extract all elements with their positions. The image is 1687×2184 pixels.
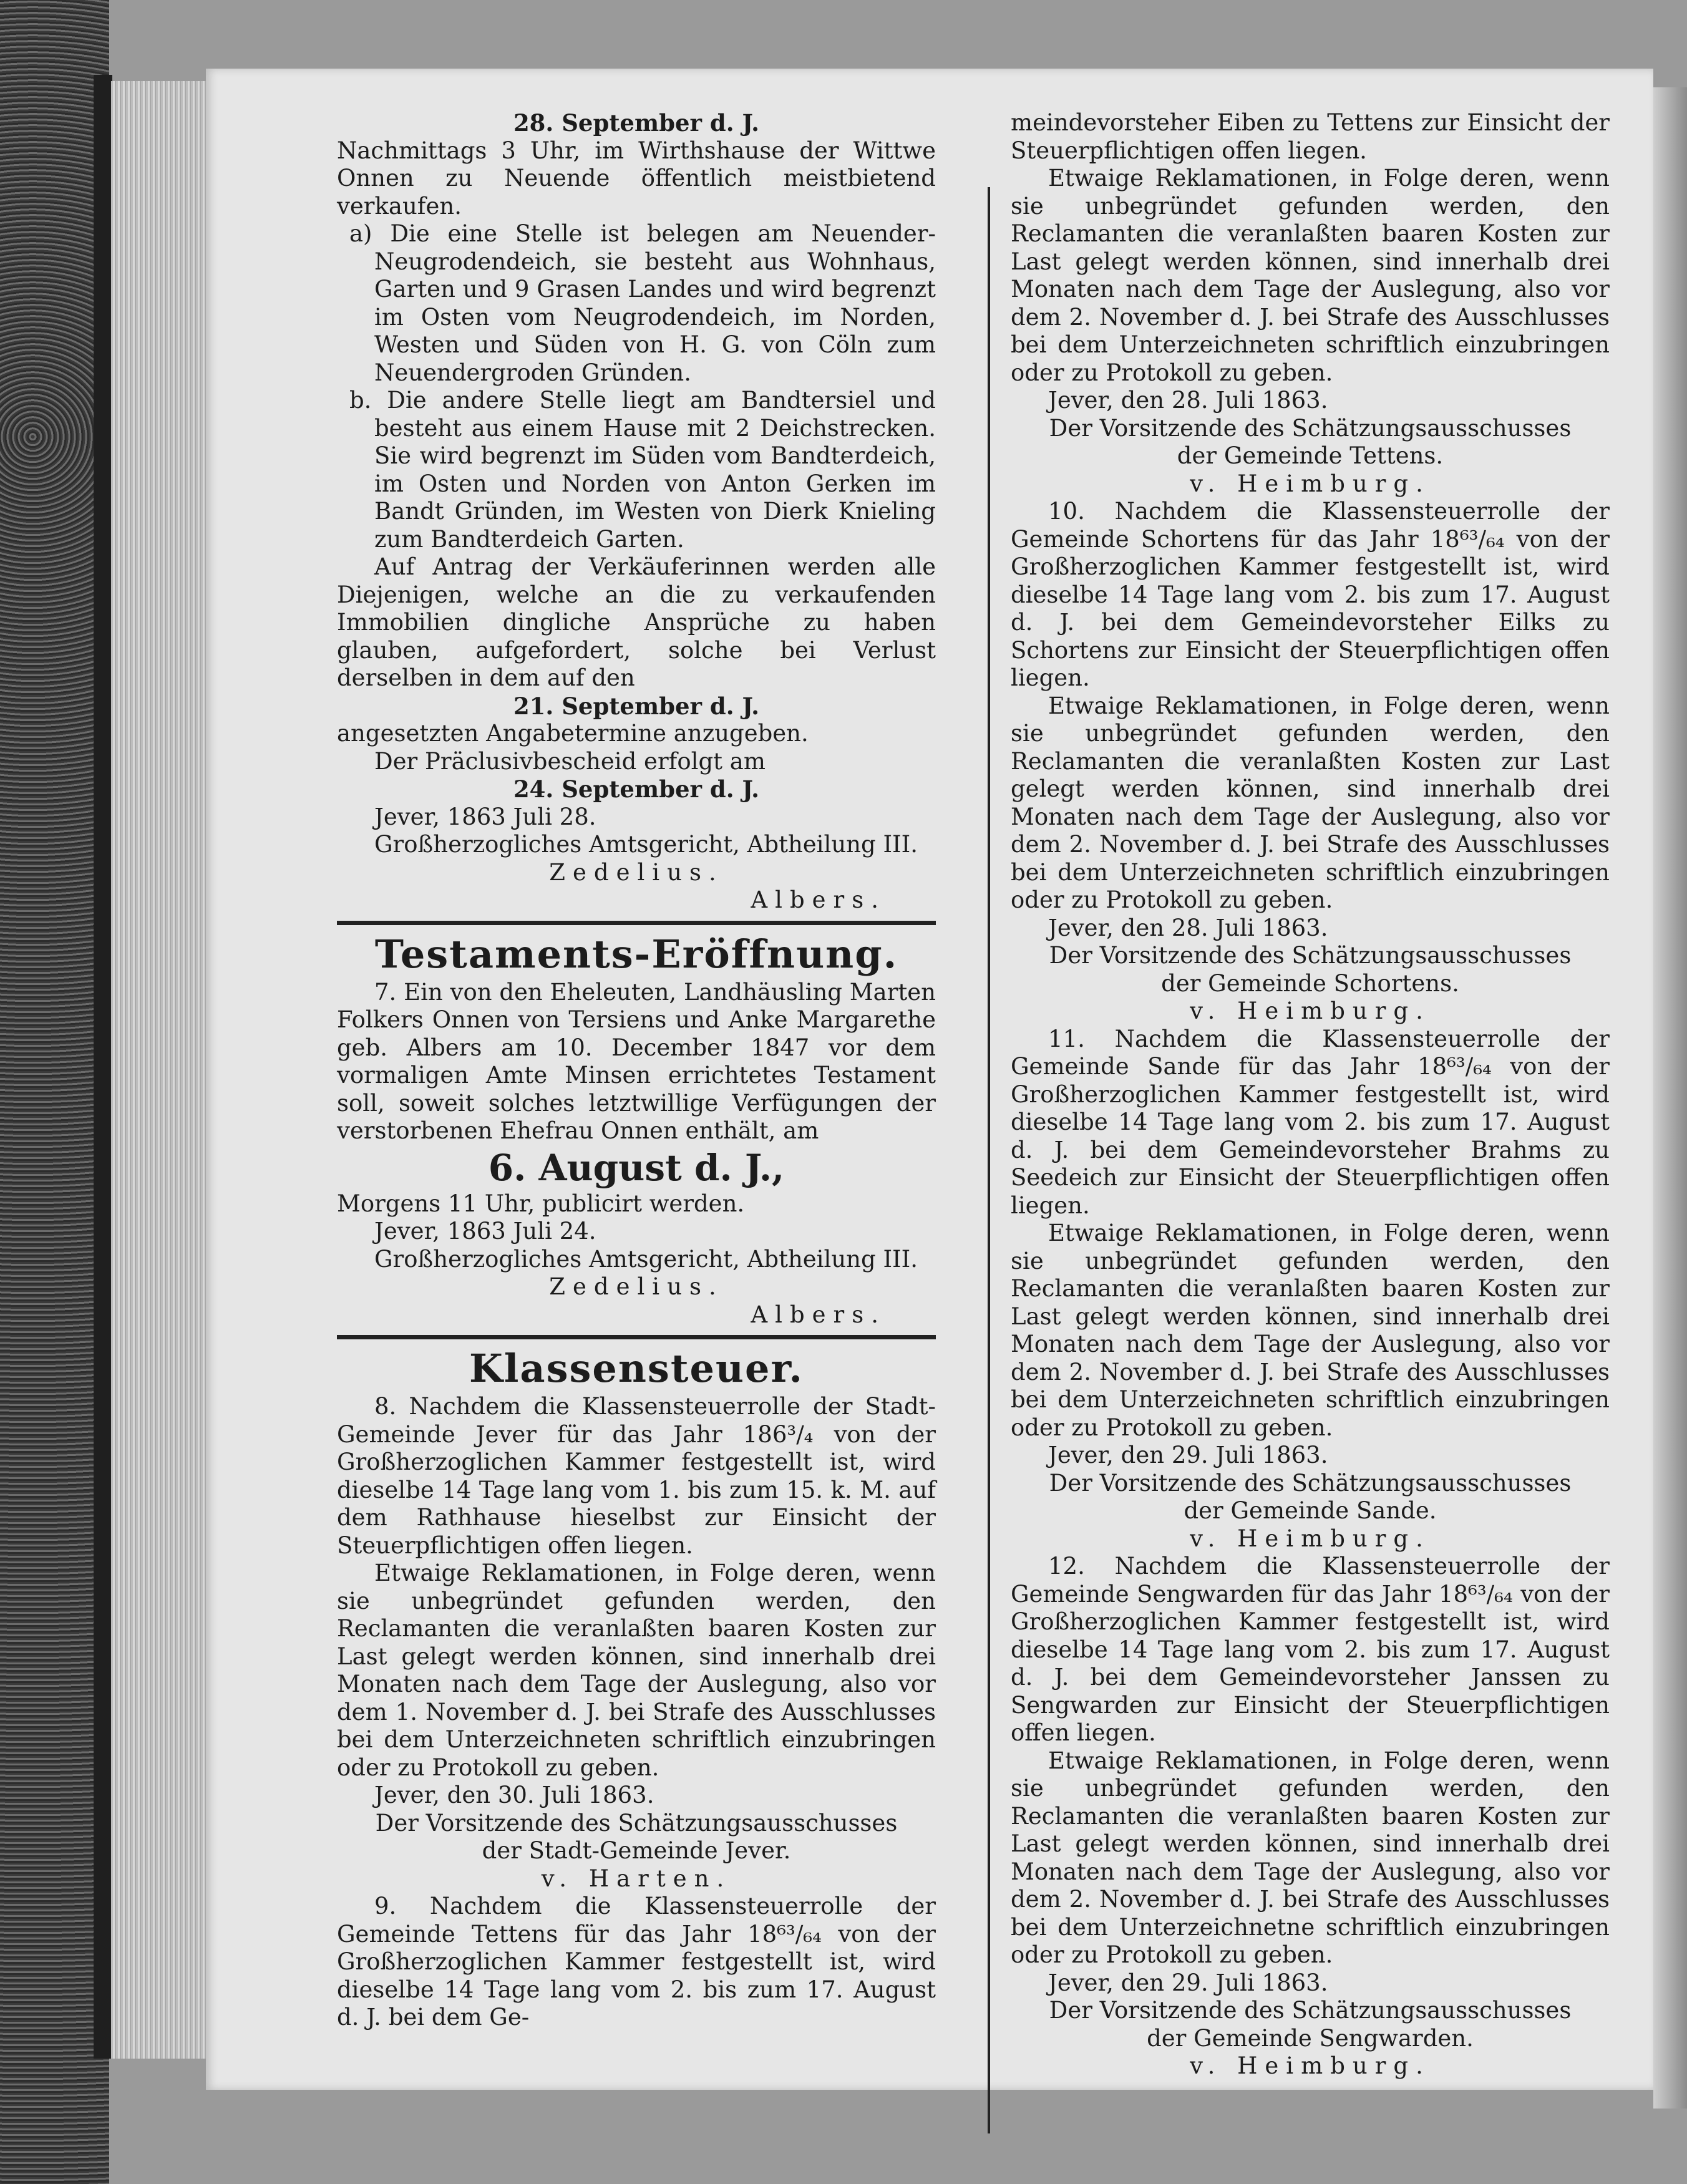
paragraph: Etwaige Reklamationen, in Folge deren, wenn sie unbegründet gefunden werden, den Reclamanten die veranlaßten baaren Kosten zur Last gelegt werden können, sind innerhalb drei Monaten nach dem Tage der Auslegung, also vor dem 2. November d. J. bei Strafe des Ausschlusses bei dem Unterzeichneten schriftlich einzubringen oder zu Protokoll zu geben. [1011, 1220, 1610, 1441]
auction-date: 28. September d. J. [513, 109, 760, 137]
signature: Der Vorsitzende des Schätzungsausschusses [1049, 1997, 1572, 2024]
place-date: Jever, 1863 Juli 28. [374, 803, 596, 830]
paragraph: 12. Nachdem die Klassensteuerrolle der Gemeinde Sengwarden für das Jahr 18⁶³/₆₄ von der Großherzoglichen Kammer festgestellt ist, wird dieselbe 14 Tage lang vom 2. bis zum 17. August d. J. bei dem Gemeindevorsteher Janssen zu Sengwarden zur Einsicht der Steuerpflichtigen offen liegen. [1011, 1553, 1610, 1746]
next-page-edge [1653, 87, 1687, 2109]
left-column [337, 109, 936, 2032]
signature: Der Vorsitzende des Schätzungsausschusses [1049, 414, 1572, 442]
paragraph: a) Die eine Stelle ist belegen am Neuender-Neugrodendeich, sie besteht aus Wohnhaus, Garten und 9 Grasen Landes und wird begrenzt im Osten vom Neugrodendeich, im Norden, Westen und Süden von H. G. von Cöln zum Neuendergroden Gründen. [349, 220, 936, 386]
column-divider [988, 187, 990, 2133]
paragraph: meindevorsteher Eiben zu Tettens zur Einsicht der Steuerpflichtigen offen liegen. [1011, 109, 1610, 164]
signature: v. Harten. [541, 1865, 732, 1892]
signature: v. Heimburg. [1190, 997, 1431, 1024]
signature: v. Heimburg. [1190, 470, 1431, 497]
book-cover [0, 0, 109, 2184]
place-date: Jever, 1863 Juli 24. [374, 1218, 596, 1245]
paragraph: 11. Nachdem die Klassensteuerrolle der Gemeinde Sande für das Jahr 18⁶³/₆₄ von der Großherzoglichen Kammer festgestellt ist, wird dieselbe 14 Tage lang vom 2. bis zum 17. August d. J. bei dem Gemeindevorsteher Brahms zu Seedeich zur Einsicht der Steuerpflichtigen offen liegen. [1011, 1025, 1610, 1219]
paragraph: Nachmittags 3 Uhr, im Wirthshause der Wittwe Onnen zu Neuende öffentlich meistbietend verkaufen. [337, 137, 936, 220]
page-stack-edges [111, 81, 211, 2059]
signature: Zedelius. [549, 1273, 724, 1300]
section-rule [337, 1335, 936, 1339]
signature: der Gemeinde Tettens. [1177, 442, 1444, 469]
date-line: 6. August d. J., [488, 1146, 785, 1189]
section-heading: Testaments-Eröffnung. [374, 931, 898, 977]
signature: der Gemeinde Schortens. [1161, 969, 1459, 997]
paragraph: Auf Antrag der Verkäuferinnen werden alle Diejenigen, welche an die zu verkaufenden Immobilien dingliche Ansprüche zu haben glauben, aufgefordert, solche bei Verlust derselben in dem auf den [337, 553, 936, 691]
signature: der Stadt-Gemeinde Jever. [482, 1837, 791, 1864]
place-date: Jever, den 28. Juli 1863. [1048, 914, 1328, 941]
date-line: 24. September d. J. [513, 775, 760, 803]
paragraph: Etwaige Reklamationen, in Folge deren, wenn sie unbegründet gefunden werden, den Reclamanten die veranlaßten Kosten zur Last gelegt werden können, sind innerhalb drei Monaten nach dem Tage der Auslegung, also vor dem 2. November d. J. bei Strafe des Ausschlusses bei dem Unterzeichneten schriftlich einzubringen oder zu Protokoll zu geben. [1011, 692, 1610, 913]
place-date: Jever, den 28. Juli 1863. [1048, 387, 1328, 414]
right-column [1011, 109, 1610, 2080]
paragraph: 7. Ein von den Eheleuten, Landhäusling Marten Folkers Onnen von Tersiens und Anke Margarethe geb. Albers am 10. December 1847 vor dem vormaligen Amte Minsen errichtetes Testament soll, soweit solches letztwillige Verfügungen der verstorbenen Ehefrau Onnen enthält, am [337, 978, 936, 1144]
paragraph: Etwaige Reklamationen, in Folge deren, wenn sie unbegründet gefunden werden, den Reclamanten die veranlaßten baaren Kosten zur Last gelegt werden können, sind innerhalb drei Monaten nach dem Tage der Auslegung, also vor dem 1. November d. J. bei Strafe des Ausschlusses bei dem Unterzeichneten schriftlich einzubringen oder zu Protokoll zu geben. [337, 1560, 936, 1781]
court-name: Großherzogliches Amtsgericht, Abtheilung III. [374, 831, 918, 858]
court-name: Großherzogliches Amtsgericht, Abtheilung III. [374, 1245, 918, 1273]
paragraph: 9. Nachdem die Klassensteuerrolle der Gemeinde Tettens für das Jahr 18⁶³/₆₄ von der Großherzoglichen Kammer festgestellt ist, wird dieselbe 14 Tage lang vom 2. bis zum 17. August d. J. bei dem Ge- [337, 1893, 936, 2031]
book-spine-edge [94, 75, 112, 2059]
signature: v. Heimburg. [1190, 1525, 1431, 1552]
signature: Der Vorsitzende des Schätzungsausschusses [375, 1809, 898, 1837]
place-date: Jever, den 29. Juli 1863. [1048, 1442, 1328, 1468]
signature: Der Vorsitzende des Schätzungsausschusses [1049, 1469, 1572, 1497]
signature: der Gemeinde Sengwarden. [1147, 2024, 1474, 2052]
section-rule [337, 921, 936, 925]
signature: Zedelius. [549, 858, 724, 886]
date-line: 21. September d. J. [513, 692, 760, 720]
signature: Albers. [751, 1301, 886, 1328]
section-heading: Klassensteuer. [469, 1346, 804, 1391]
paragraph: Morgens 11 Uhr, publicirt werden. [337, 1190, 745, 1217]
paragraph: b. Die andere Stelle liegt am Bandtersiel und besteht aus einem Hause mit 2 Deichstrecken. Sie wird begrenzt im Süden vom Bandterdeich, im Osten und Norden von Anton Gerken im Bandt Gründen, im Westen von Dierk Knieling zum Bandterdeich Garten. [349, 387, 936, 553]
place-date: Jever, den 30. Juli 1863. [374, 1782, 654, 1808]
signature: der Gemeinde Sande. [1184, 1497, 1437, 1524]
signature: Der Vorsitzende des Schätzungsausschusses [1049, 942, 1572, 969]
paragraph: Etwaige Reklamationen, in Folge deren, wenn sie unbegründet gefunden werden, den Reclamanten die veranlaßten baaren Kosten zur Last gelegt werden können, sind innerhalb drei Monaten nach dem Tage der Auslegung, also vor dem 2. November d. J. bei Strafe des Ausschlusses bei dem Unterzeichnetne schriftlich einzubringen oder zu Protokoll zu geben. [1011, 1747, 1610, 1968]
paragraph: 10. Nachdem die Klassensteuerrolle der Gemeinde Schortens für das Jahr 18⁶³/₆₄ von der Großherzoglichen Kammer festgestellt ist, wird dieselbe 14 Tage lang vom 2. bis zum 17. August d. J. bei dem Gemeindevorsteher Eilks zu Schortens zur Einsicht der Steuerpflichtigen offen liegen. [1011, 498, 1610, 691]
paragraph: Der Präclusivbescheid erfolgt am [374, 747, 766, 775]
paragraph: Etwaige Reklamationen, in Folge deren, wenn sie unbegründet gefunden werden, den Reclamanten die veranlaßten baaren Kosten zur Last gelegt werden können, sind innerhalb drei Monaten nach dem Tage der Auslegung, also vor dem 2. November d. J. bei Strafe des Ausschlusses bei dem Unterzeichneten schriftlich einzubringen oder zu Protokoll zu geben. [1011, 165, 1610, 386]
paragraph: 8. Nachdem die Klassensteuerrolle der Stadt-Gemeinde Jever für das Jahr 186³/₄ von der Großherzoglichen Kammer festgestellt ist, wird dieselbe 14 Tage lang vom 1. bis zum 15. k. M. auf dem Rathhause hieselbst zur Einsicht der Steuerpflichtigen offen liegen. [337, 1393, 936, 1559]
place-date: Jever, den 29. Juli 1863. [1048, 1969, 1328, 1996]
paragraph: angesetzten Angabetermine anzugeben. [337, 720, 809, 747]
signature: Albers. [751, 886, 886, 913]
signature: v. Heimburg. [1190, 2052, 1431, 2079]
